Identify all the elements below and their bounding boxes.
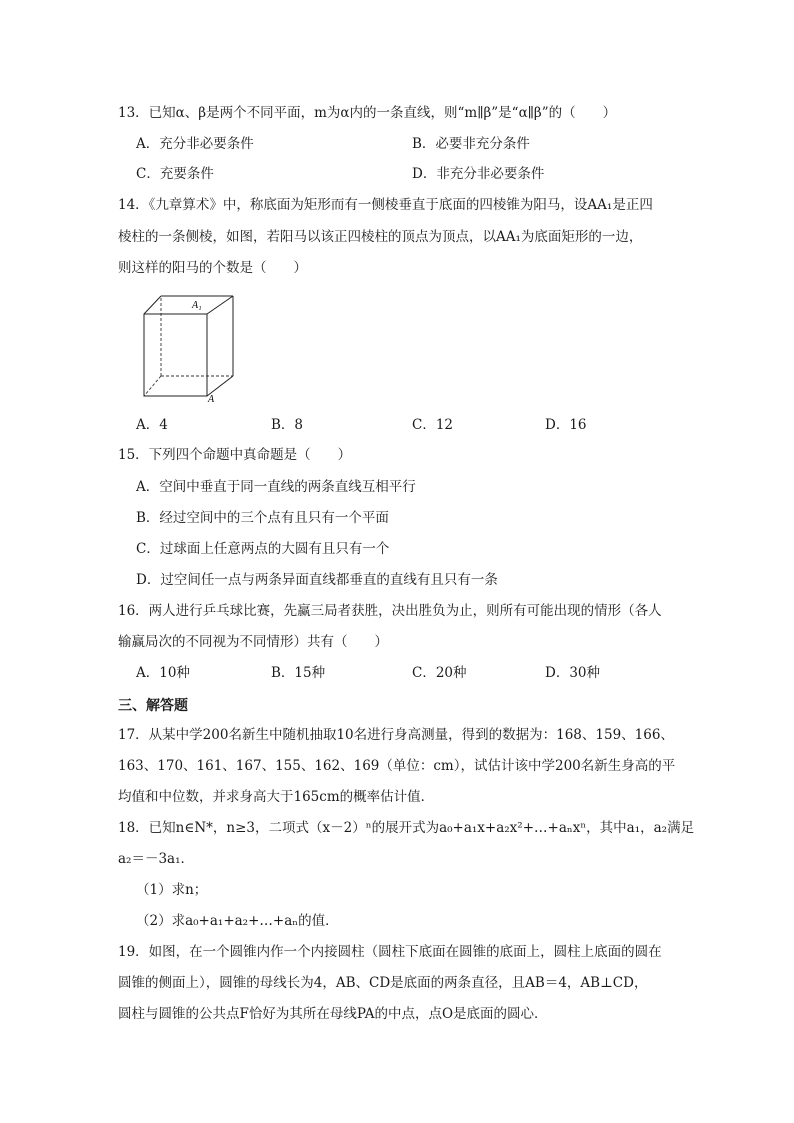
q14-option-b: B．8 [271, 417, 304, 433]
q15-option-c: C．过球面上任意两点的大圆有且只有一个 [136, 541, 390, 557]
q13-option-b: B．必要非充分条件 [412, 136, 530, 152]
q19-stem-line3: 圆柱与圆锥的公共点F恰好为其所在母线PA的中点，点O是底面的圆心． [118, 1006, 548, 1022]
q15-option-a: A．空间中垂直于同一直线的两条直线互相平行 [136, 479, 416, 495]
q14-stem-line2: 棱柱的一条侧棱，如图，若阳马以该正四棱柱的顶点为顶点，以AA₁为底面矩形的一边， [118, 229, 643, 245]
q18-sub1: （1）求n； [136, 882, 208, 898]
q13-option-c: C．充要条件 [136, 166, 214, 182]
q17-stem-line3: 均值和中位数，并求身高大于165cm的概率估计值． [118, 789, 435, 805]
q13-option-d: D．非充分非必要条件 [412, 166, 545, 182]
q19-stem-line2: 圆锥的侧面上），圆锥的母线长为4，AB、CD是底面的两条直径，且AB＝4，AB⊥CD， [118, 975, 648, 991]
q16-option-c: C．20种 [412, 665, 467, 681]
q18-stem-line2: a₂＝－3a₁． [118, 851, 195, 867]
q16-option-a: A．10种 [136, 665, 190, 681]
q13-option-a: A．充分非必要条件 [136, 136, 254, 152]
q14-stem-line1: 14．《九章算术》中，称底面为矩形而有一侧棱垂直于底面的四棱锥为阳马，设AA₁是正四 [118, 197, 653, 213]
q15-option-b: B．经过空间中的三个点有且只有一个平面 [136, 510, 389, 526]
q18-sub2: （2）求a₀+a₁+a₂+…+aₙ的值． [136, 913, 339, 929]
q16-stem-line2: 输赢局次的不同视为不同情形）共有（ ） [118, 634, 388, 650]
q19-stem-line1: 19．如图，在一个圆锥内作一个内接圆柱（圆柱下底面在圆锥的底面上，圆柱上底面的圆在 [118, 944, 662, 960]
label-a: A [208, 394, 215, 405]
section-heading: 三、解答题 [118, 698, 188, 714]
label-a1: A₁ [192, 300, 202, 311]
prism-visible-edges [144, 296, 233, 396]
q14-option-d: D．16 [545, 417, 587, 433]
q15-stem: 15．下列四个命题中真命题是（ ） [118, 447, 352, 463]
q17-stem-line2: 163、170、161、167、155、162、169（单位：cm），试估计该中学200名新生身高的平 [118, 758, 676, 774]
q17-stem-line1: 17．从某中学200名新生中随机抽取10名进行身高测量，得到的数据为：168、159、166、 [118, 727, 674, 743]
q13-stem: 13．已知α、β是两个不同平面，m为α内的一条直线，则“m∥β”是“α∥β”的（ ） [118, 105, 617, 121]
q16-option-d: D．30种 [545, 665, 601, 681]
q18-stem-line1: 18．已知n∈N*，n≥3，二项式（x－2）ⁿ的展开式为a₀+a₁x+a₂x²+…+aₙxⁿ，其中a₁，a₂满足 [118, 820, 695, 836]
q14-option-a: A．4 [136, 417, 168, 433]
q14-option-c: C．12 [412, 417, 454, 433]
q16-stem-line1: 16．两人进行乒乓球比赛，先赢三局者获胜，决出胜负为止，则所有可能出现的情形（各人 [118, 603, 662, 619]
prism-figure [140, 294, 240, 406]
q15-option-d: D．过空间任一点与两条异面直线都垂直的直线有且只有一条 [136, 572, 498, 588]
q16-option-b: B．15种 [271, 665, 326, 681]
q14-stem-line3: 则这样的阳马的个数是（ ） [118, 260, 307, 276]
prism-hidden-edges [144, 296, 233, 396]
